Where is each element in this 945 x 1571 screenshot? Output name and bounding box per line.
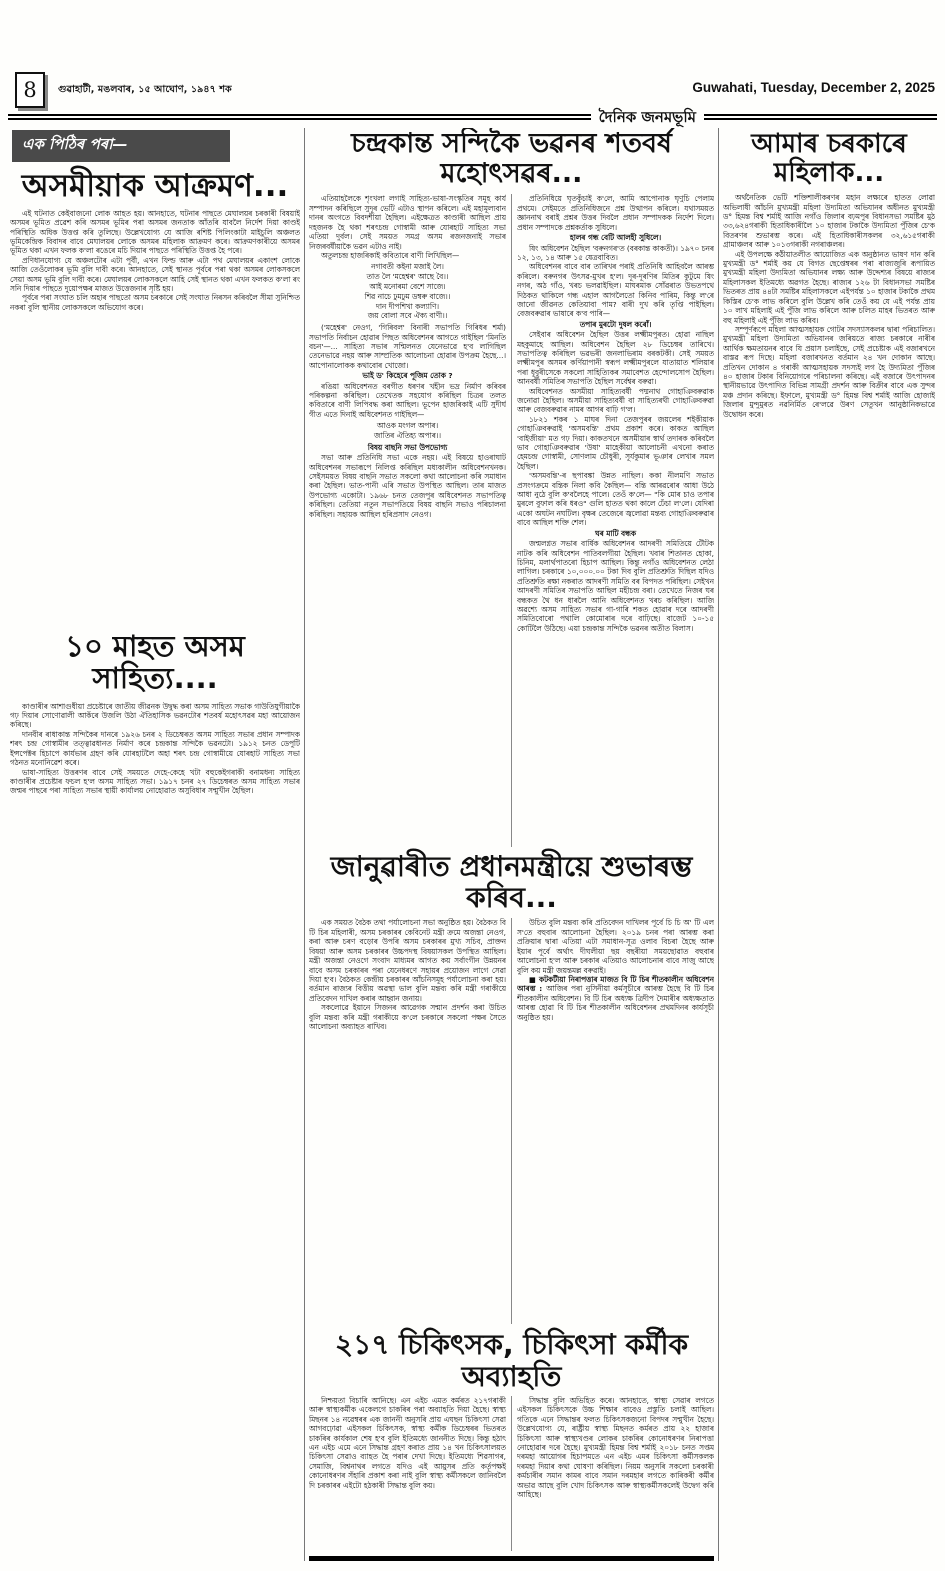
paragraph: প্ৰণিধানযোগ্য যে অঞ্চলটোৰ এটা পূৰ্বী, এখন ফিল্ড আৰু এটা পথ মেঘালয়ৰ একাংশ লোকে আজি তেওঁলোকৰ ভূমি বুলি দাবী কৰে। আনহাতে, সেই স্থানত পূৰ্বৰে পৰা থকা অসমৰ লোকসকলে সেয়া অসম ভূমি বুলি দাবী কৰে। মেঘালয়ৰ লোকসকলে আহি সেই স্থানত থকা এখন ফলকত ক'লা ৰং সনি দিয়াৰ পাছতে দুয়োপক্ষৰ মাজত উত্তেজনাৰ সৃষ্টি হয়। [10, 255, 300, 293]
article-body-asam-sahitya [10, 702, 300, 1561]
date-assamese: গুৱাহাটী, মঙলবাৰ, ১৫ আঘোণ, ১৯৪৭ শক [58, 84, 232, 95]
subheadline: বিষয় বাছনি সভা উপভোগ্য [367, 442, 448, 452]
kicker-from-page-one: এক পিঠিৰ পৰা— [12, 130, 230, 162]
center-column [309, 128, 714, 1561]
paragraph: অৰ্থনৈতিক ভেটি শক্তিশালীকৰণৰ মহান লক্ষ্যৰে হাতত লোৱা অভিলাষী আঁচনি মুখ্যমন্ত্ৰী মহিলা উদ্যমিতা অভিযানৰ অধীনত মুখ্যমন্ত্ৰী ড° হিমন্ত বিশ্ব শৰ্মাই আজি নগাঁও জিলাৰ বঢ়মপুৰ বিধানসভা সমষ্টিৰ মুঠ ৩৩,৬২৪গৰাকী হিতাধিকাৰীলৈ ১০ হাজাৰ টকাকৈ উদ্যমিতা পুঁজিৰ চে'ক বিতৰণৰ শুভাৰম্ভ কৰে। এই হিতাধিকাৰীসকলৰ ৩২,৬১৫গৰাকী গ্ৰামাঞ্চলৰ আৰু ১০১৩গৰাকী নগৰাঞ্চলৰ। [723, 193, 935, 250]
headline-our-government-women: আমাৰ চৰকাৰে মহিলাক... [751, 129, 907, 189]
paragraph: নিশ্চয়তা বিচাৰি আনিছে। এন এইচ এমত কৰ্মৰত ২১৭গৰাকী আৰু স্বাস্থ্যকৰ্মীক একেলগে চাকৰিৰ পৰা অব্যাহতি দিয়া হৈছে। স্বাস্থ্য মিছনৰ ১৪ নৱেম্বৰৰ এক জাননী অনুসৰি প্ৰায় এঘছন চিকিৎসা সেৱা আগবঢ়োৱা এইসকল চিকিৎসক, স্বাস্থ্য কৰ্মীক ডিচেম্বৰৰ ভিতৰত চাকৰিৰ কাৰ্যকাল শেষ হ'ব বুলি ইতিমধ্যে জাননীত দিছে। কিন্তু হঠাৎ এন এইচ এমে এনে সিদ্ধান্ত গ্ৰহণ কৰাত প্ৰায় ১৪ খন চিকিৎসালয়ত চিকিৎসা সেৱাও ব্যাহত হৈ পৰাৰ দেখা দিছে। ইতিমধ্যে শিৱসাগৰ, সেমাজি, বিশ্বনাথৰ লগতে যদিও এই আয়ুসৰ প্ৰতি কৰ্তৃপক্ষই কোনোধৰণৰ সঁহাৰি প্ৰকাশ কৰা নাই বুলি স্বাস্থ্য কৰ্মীসকলে জানিবলৈ দি চৰকাৰৰ এইটো হঠকাৰী সিদ্ধান্ত বুলি কয়। [309, 1395, 506, 1490]
doctors-col2 [517, 1396, 714, 1551]
paragraph: ■ কটকটীয়া নিৰাপত্তাৰ মাজত বি টি চিৰ শীতকালীন অধিবেশন আৰম্ভ : আজিৰ পৰা নুসিনীয়া কৰ্মসূচীৰে আৰম্ভ হৈছে বি টি চিৰ শীতকালীন অধিবেশন। বি টি চিৰ অধ্যক্ষ ত্ৰিদীপ দৈমাৰীৰ অধ্যক্ষতাত আৰম্ভ হোৱা বি টি চিৰ শীতকালীন অধিবেশনৰ প্ৰথমদিনৰ কাৰ্যসূচী অনুষ্ঠিত হয়। [517, 974, 714, 1022]
paragraph: উচিত বুলি মন্তব্য কৰি প্ৰতিবেদন দাখিলৰ পূৰ্বে চি চি অ' টি এল স'তে বহুবাৰ আলোচনা হৈছিল। ২০১৯ চনৰ পৰা আৰম্ভ কৰা প্ৰক্ৰিয়াৰ দ্বাৰা এতিয়া এটা সমাধান-সূত্ৰ ওলাব বিচৰা হৈছে আৰু ইয়াৰ পূৰ্বে অৰ্থাৎ দীঘলীয়া ছয় বছৰীয়া সময়ছোৱাত বহুবাৰ আলোচনা হ'ল আৰু চৰকাৰ এতিয়াও আলোচনাৰ বাবে সাজু আছে বুলি কয় মন্ত্ৰী জয়ন্তমল্ল বৰুৱাই। [517, 918, 714, 975]
paragraph: প্ৰতিনিধিয়ে ঘৃতকুঁচাই ক'লে, আমি আপোনাক ঘৃণুচি পেলাম প্ৰথমে। সেইমতে প্ৰতিনিধিজনে প্ৰশ্ন উত্থাপন কৰিলে। যথাসময়ত জ্ঞাননাথ বৰাই প্ৰশ্নৰ উত্তৰ দিবলৈ প্ৰধান সম্পাদকক নিৰ্দেশ দিলে। প্ৰধান সম্পাদকে প্ৰশ্নকৰ্তাক সুধিলে। [517, 194, 714, 232]
paragraph: এই উপলক্ষে কঠীয়াতলীত আয়োজিত এক অনুষ্ঠানত ভাষণ দান কৰি মুখ্যমন্ত্ৰী ড° শৰ্মাই কয় যে বিগত ছেপ্তেম্বৰৰ পৰা ৰাজ্যজুৰি ৰূপায়িত মুখ্যমন্ত্ৰী মহিলা উদ্যমিতা অভিযানৰ লক্ষ্য আৰু উদ্দেশ্যৰ বিষয়ে ৰাজ্যৰ মহিলাসকল ইতিমধ্যে অৱগত হৈছে। ৰাজ্যৰ ১২৬ টা বিধানসভা সমষ্টিৰ ভিতৰত প্ৰায় ৪৪টা সমষ্টিৰ মহিলাসকলে এইপৰ্যন্ত ১০ হাজাৰ টকাকৈ প্ৰথম কিস্তিৰ চে'ক লাভ কৰিলে বুলি উল্লেখ কৰি তেওঁ কয় যে এই পৰ্যন্ত প্ৰায় ১০ লাখ মহিলাই এই পুঁজি লাভ কৰিলে আৰু চলিত মাহৰ ভিতৰত আৰু বহু মহিলাই এই পুঁজি লাভ কৰিব। [723, 249, 935, 325]
bottom-rule [309, 1556, 714, 1561]
paragraph: কাণ্ডাৰীৰ আশাগুধীয়া প্ৰচেষ্টাৰে জাতীয় জীৱনক উদ্বুদ্ধ কৰা অসম সাহিত্য সভাক গাউতিযুগীয়াকৈ গঢ় দিয়াৰ সোণোৱালী আকঁৰে উজলি উঠা ঐতিহাসিক ভৱনটোৰ শতবৰ্ষ মহোৎসৱৰ মহা আয়োজন কৰিছে। [10, 701, 300, 730]
headline-assamese-attacked: অসমীয়াক আক্ৰমণ... [21, 168, 289, 204]
paragraph: অধিবেশনৰ বাবে বাৰ তাৰিখৰ পৰাই প্ৰতিনিধি আহিবলৈ আৰম্ভ কৰিলে। বৰুনগৰ উৎসৱ-মুখৰ হ'ল। দূৰ-দূৰণিৰ মিতিৰ কুটুমে ষিং নগৰ, অঠ গাঁও, খৰচ ভলৱাইছিল। মাঘৰমাক সোঁৱৰাত উভতপথে দিঠকত থাকিলে গন্ধ এহাল আগলৈতো কিনিব পাৰিম, কিন্তু ল'ৰে জানো জীৱনত কেতিয়াবা পাম? বাৰী দুখ কৰি তৃপ্তি পাইছিল। বেজবৰুৱাৰ ভাষাৰে ক'ব পাৰি— [517, 262, 714, 319]
chandrakanta-col1 [309, 194, 506, 846]
paragraph: ষিং অধিবেশন হৈছিল 'বৰুনগৰ'ত (বৰকান্ত কাকতী)। ১৯৭০ চনৰ ১২, ১৩, ১৪ আৰু ১৫ ষেত্ৰবাবিত। [517, 243, 714, 262]
paragraph: ('মহেশ্বৰ' নেওগ, 'গিৰিবল' বিনাৰী সভাপতি গিৰিধৰ শৰ্মা) সভাপতি নিৰ্বাচন হোৱাৰ পিছত অধিবেশনৰ আগতে গাইছিল 'মিনতি বচন'—... সাহিত্য সভাৰ সন্মিলনত যেনেভাৱে হ'ব লাগিছিল তেনেভাৱে নহয় আৰু সাম্প্ৰতিক আলোচনা হোৱাৰ উপক্ৰম হৈছে...। আপোনালোকক কথাবোৰ খোজো। [309, 323, 506, 370]
paragraph: ৰঙিয়া অধিবেশনত বৰগীত ধৰণৰ খহীন ভদ্ৰ নিৰ্মাণ কৰিবৰ পৰিকল্পনা কৰিছিল। তেখেতক সহযোগ কৰিছিল চিত্ৰৰ তলত কবিতাৰে বাণী লিপিবদ্ধ কৰা আছিল। ভূপেন হাজৰিকাই এটি সুদীৰ্ঘ গীত এতে দিনাই অধিবেশনত গাইছিল— [309, 381, 506, 419]
column-divider-right [718, 128, 719, 1561]
left-column [10, 128, 300, 1561]
headline-january-pm-inauguration: জানুৱাৰীত প্ৰধানমন্ত্ৰীয়ে শুভাৰম্ভ কৰিব... [330, 849, 693, 915]
paragraph: সভা আৰু প্ৰতিনিধি সভা একে নহয়। এই বিষয়ে হাওৰাঘাট অধিবেশনৰ সভাৰূপে নিলিপ্ত কৰিছিল মধ্যকালীন অধিবেশনখনক। সেইসময়ত বিষয় বাছনি সভাত সকলো কথা আলোচনা কৰি সমাধান কৰা হৈছিল। ভাত-পানী এৰি সভাত উপস্থিত আছিল। তাৰ মাজত উপভোগ্য একোটা। ১৯৬৮ চনত তেজপুৰ অধিবেশনত সভাপতিত্ব কৰিছিল। তেতিয়া নতুন সভাপতিয়ে বিষয় বাছনি সভাও পৰিচালনা কৰিছিল। সহায়ক আছিল হৰিপ্ৰসাদ নেওগ। [309, 453, 506, 519]
subheadline: তপাৰ মুৰটো দুষল কৰোঁ। [579, 319, 652, 329]
paragraph: এক সময়ত বৈঠক তথা পৰ্যালোচনা সভা অনুষ্ঠিত হয়। বৈঠকত বি টি চিৰ মহিলাৰী, অসম চৰকাৰৰ কেবিনেট মন্ত্ৰী ক্ৰমে অজন্তা নেওগ, কৰা আৰু চৰণ বড়োৰ উপৰি অসম চৰকাৰৰ মুখ্য সচিব, প্ৰাক্তন বিষয়া আৰু অসম চৰকাৰৰ উচ্চপদস্থ বিষয়াসকল উপস্থিত আছিল। মন্ত্ৰী অজন্তা নেওগে সংবাদ মাধ্যমৰ আগত কয় সৰ্বাংগীন উন্নয়নৰ বাবে অসম চৰকাৰৰ পৰা যেনেধৰণে সহায়ৰ প্ৰয়োজন লাগে সেৱা দিয়া হ'ব। বৈঠকত কেন্দ্ৰীয় চৰকাৰৰ আঁচনিসমূহ পৰ্যালোচনা কৰা হয়। বৰ্তমান ৰাজ্যৰ বিত্তীয় অৱস্থা ভাল বুলি মন্তব্য কৰি মন্ত্ৰী গৰাকীয়ে প্ৰতিবেদন দাখিল কৰাৰ আহ্বান জনায়। [309, 918, 506, 1003]
paragraph: এতিয়াহলৈকে শৃংখলা লগাই সাহিত্য-ভাষা-সংস্কৃতিৰ সমূহ কাৰ্য সম্পাদন কৰিছিলে সুদূৰ ভেটি এটাও স্থাপন কৰিলে। এই মহামূল্যবান দানৰ অংগতে বিবদশীয়া হৈছিল। এইক্ষেত্ৰত কাণ্ডাৰী আছিল প্ৰায় দহজনক হৈ থকা শৰৎচন্দ্ৰ গোস্বামী আৰু যোৰহাট সাহিত্য সভা এতিয়া দুৰ্বল। সেই সময়ত সমগ্ৰ অসম ৰজনজনাই সভাৰ নিজৰবৰ্ষীয়াকৈ ভৱন এটাও নাই। [309, 194, 506, 251]
page-header [10, 70, 935, 112]
paragraph: এই ঘটনাত কেইবাজনো লোক আহত হয়। আনহাতে, ঘটনাৰ পাছতে মেঘালয়ৰ চৰকাৰী বিষয়াই অসমৰ ভূমিত প্ৰৱেশ কৰি অসমৰ ভূমিৰ পৰা অসমৰ জনতাক আঁতৰি যাবলৈ নিৰ্দেশ দিয়া কাণ্ডই পৰিস্থিতি অধিক উত্তপ্ত কৰি তুলিছে। উল্লেখযোগ্য যে আজি ৰশিষ্ট পিলিংকাটা মাইচুলি অঞ্চলত ভূমিকেন্দ্ৰিক বিবাদৰ বাবে মেঘালয়ৰ লোকে অসমৰ মহিলাক আক্ৰমণ কৰে। আক্ৰমণকাৰীয়ে অসমৰ ভূমিত থকা এখন ফলক ক'লা ৰঙেৰে মচি দিয়াৰ পাছতে পৰিস্থিতি উত্তপ্ত হৈ পৰে। [10, 208, 300, 256]
paragraph: সিদ্ধান্ত বুলি অভিহিত কৰে। আনহাতে, স্বাস্থ্য সেৱাৰ লগতে এইসকল চিকিৎসকে উচ্চ শিক্ষাৰ বাবেও প্ৰস্তুতি চলাই আছিল। গতিকে এনে সিদ্ধান্তৰ ফলত চিকিৎসকজনো বিপদৰ সন্মুখীন হৈছে। উল্লেখযোগ্য যে, ৰাষ্ট্ৰীয় স্বাস্থ্য মিছনত কৰ্মৰত প্ৰায় ২২ হাজাৰ চিকিৎসা আৰু স্বাস্থ্যখণ্ডৰ লোকৰ চাকৰিৰ কোনোধৰণৰ নিৰাপত্তা নোহোৱাৰ দৰে হৈছে। মুখ্যমন্ত্ৰী হিমন্ত বিশ্ব শৰ্মাই ২০১৮ চনত সপ্তম দৰমহা আয়োগৰ হিচাপমতে এন এইচ এমৰ চিকিৎসা কৰ্মীসকলক দৰমহা দিয়াৰ কথা ঘোষণা কৰিছিল। নিয়ম অনুসৰি সকলো চৰকাৰী কৰ্মচাৰীৰ সমান কামৰ বাবে সমান দৰমহাৰ লগতে কাৰিকৰী কৰ্মীৰ অভাৱ আছে বুলি খোদ চিকিৎসক আৰু স্বাস্থ্যকৰ্মীসকলেই উদ্বেগ কৰি আহিছে। [517, 1395, 714, 1499]
article-body-women-scheme [723, 193, 935, 1561]
paragraph: 'অসমবন্তি'-ৰ ছপাবঙ্কা উন্নত নাছিল। ককা নীলমণি সভাত প্ৰসংগক্ৰমে বন্তিক নিলা কবি কৈছিল— বন্তি আৰৱৰোৰ আধা উঠে আধা নুঠে বুলি ক'বলৈহে পালে। তেওঁ ক'লে— "কি মোৰ চাও তপাৰ মুৰলে বুফাল কৰি ধৰও" গুলি হাতত থকা কালে ঢেঁচা ল'লে। যেদিৰা একো অঘটন নঘটিল। বৃক্ষৰ তেজেৰে জ্বলোৱা মন্তব্য গোহাঞিবৰুৱাৰ বাবে আছিল শক্তি শেল। [517, 471, 714, 528]
date-english: Guwahati, Tuesday, December 2, 2025 [692, 80, 935, 95]
paragraph: সকলোৱে ইয়ানে সিজনৰ আৱেগক সন্মান প্ৰদৰ্শন কৰা উচিত বুলি মন্তব্য কৰি মন্ত্ৰী গৰাকীয়ে ক'লে চৰকাৰে সকলো পক্ষৰ সৈতে আলোচনা অব্যাহত ৰাখিব। [309, 1003, 506, 1031]
subcolumn-divider-c [511, 1396, 512, 1551]
january-col1 [309, 918, 506, 1324]
column-divider-left [304, 128, 305, 1561]
article-body-assamese-attacked [10, 209, 300, 621]
paragraph: দানবীৰ ৰাধাকান্ত সন্দিকৈৰ দানৰে ১৯২৬ চনৰ ২ ডিচেম্বৰত অসম সাহিত্য সভাৰ প্ৰধান সম্পাদক শৰৎ চন্দ্ৰ গোস্বামীৰ তত্ত্বাৱধানত নিৰ্মাণ কৰে চন্দ্ৰকান্ত সন্দিকৈ ভৱনটো। ১৯১২ চনত ডেপুটি ইন্সপেক্টৰ হিচাপে কাৰ্যভাৰ গ্ৰহণ কৰি যোৰহাটলৈ অহা শৰৎ চন্দ্ৰ গোস্বামীয়ে যোৰহাট সাহিত্য সভা গঠনত মনোনিৱেশ কৰে। [10, 729, 300, 768]
subheadline: ঘৰ মাটি বন্ধক [595, 528, 636, 538]
subheadline: ভাই ড' কিহেৰে পূজিম তোক ? [362, 371, 453, 381]
paragraph: অধিবেশনত অসমীয়া সাহিত্যবৰ্ষী পদ্মনাথ গোহাঞিবৰুৱাক জনোৱা হৈছিল। অসমীয়া সাহিত্যবৰ্ষী বা সাহিত্যৰথী গোহাঞিবৰুৱা আৰু বেজবৰুৱাৰ নামৰ আগৰ বাঢ়ি গ'ল। [517, 386, 714, 415]
subcolumn-divider-b [511, 918, 512, 1324]
page-number-box [15, 72, 45, 108]
page-number: 8 [23, 78, 37, 102]
verse-block: নগাবতী কইনা মজাই লৈ। তাত লৈ 'মহেশ্বৰ' আছে বৈ।। আই মনোৰমা বেশে সাজে। শিৱ নাচে ঢুমঢুম ডম্বৰু বাজে।। দান দীপশিখা কল্যাণি। জয় বোলা সবে ঐক্য বাণী।। [364, 262, 451, 321]
paragraph: পূৰ্বৰে পৰা সংঘাত চলি অহাৰ পাছতো অসম চৰকাৰে সেই সংঘাত নিৰসন কৰিবলৈ সীমা সুনিশ্চিত নকৰা বুলি স্থানীয় লোকসকলে অভিযোগ কৰে। [10, 293, 300, 312]
masthead-rule [8, 108, 937, 126]
masthead-title: দৈনিক জনমভূমি [591, 106, 704, 131]
subcolumn-divider-a [511, 194, 512, 846]
article-chandrakanta-columns [309, 194, 714, 846]
paragraph: ১৮২১ শকৰ ১ মাঘৰ দিনা তেজপুৰৰ জয়লেৰ শইকীয়াক গোহাঞিবৰুৱাই 'অসমবন্তি' প্ৰথম প্ৰকাশ কৰে। কাকত আছিল 'বাইজীয়া' মত গঢ় দিয়া। কাকতখনে অসমীয়াৰ স্বাৰ্থ তদাৰক কৰিবলৈ ভাব গোহাঞিবৰুৱাৰ 'উষা' মাহেকীয়া আলোচনী এখনো কৰাত হেমচন্দ্ৰ গোস্বামী, সোণলাম চৌধুৰী, সূৰ্যকুমাৰ ভূঞাৰ লেখাৰ সমল হৈছিল। [517, 414, 714, 471]
article-january-columns [309, 918, 714, 1324]
right-column [723, 128, 935, 1561]
page-content [10, 128, 935, 1561]
january-col2 [517, 918, 714, 1324]
article-doctors-columns [309, 1396, 714, 1551]
paragraph: জন্মলগ্নত সভাৰ বাৰ্ষিক অধিবেশনৰ আদৰণী সমিতিয়ে টৌটক নাটক কৰি অধিবেশন পাতিবলগীয়া হৈছিল। খবাৰ শিতানত হোকা, চিনিম, মলাৰ্থপাতৰো হিচাপ আছিল। কিন্তু নগাঁও অধিবেশনত লেঠা লাগিল। চৰকাৰে ১০,০০০.০০ টকা দিব বুলি প্ৰতিশ্ৰুতি দিছিল যদিও প্ৰতিশ্ৰুতি ৰক্ষা নকৰাত আদৰণী সমিতি বৰ বিপদত পৰিছিল। সেইখন আদৰণী সমিতিৰ সভাপতি আছিল মহীচন্দ্ৰ বৰা। তেখেতে নিজৰ ঘৰ বন্ধকত থৈ ধন ধাৰলৈ আনি অধিবেশনত খৰচ কৰিছিল। আজি অৱশ্যে অসম সাহিত্য সভাৰ গা-গাৰি শকত হোৱাৰ দৰে আদৰণী সমিতিবোৰো পথালি কোমোৰাৰ দৰে বাঢ়িছে। বাজেট ১০-১৫ কোটিলৈ উঠিছে। এয়া চন্দ্ৰকান্ত সন্দিকৈ ভৱনৰ অতীত বিলাস। [517, 539, 714, 633]
headline-chandrakanta-sandikoi-bhavan: চন্দ্ৰকান্ত সন্দিকৈ ভৱনৰ শতবৰ্ষ মহোৎসৱৰ... [351, 128, 672, 190]
paragraph: সম্পূৰ্ণৰূপে মহিলা আত্মসহায়ক গোটৰ সদস্যাসকলৰ দ্বাৰা পৰিচালিত। মুখ্যমন্ত্ৰী মহিলা উদ্যমিতা অভিযানৰ জৰিয়তে ৰাজ্য চৰকাৰে নাৰীৰ আৰ্থিক ক্ষমতায়নৰ বাবে যি প্ৰয়াস চলাইছে, সেই প্ৰচেষ্টাক এই বজাৰখনে বাস্তৱ ৰূপ দিছে। মহিলা বজাৰখনত বৰ্তমান ২৪ খন দোকান আছে। প্ৰতিখন দোকান ৪ গৰাকী আত্মসহায়ক সদস্যই লগ হৈ উদ্যমিতা পুঁজিৰ ৪০ হাজাৰ টকাৰ বিনিয়োগৰে পৰিচালনা কৰিছে। এই বজাৰে উৎপাদনৰ স্থানীয়ভাৱে উৎপাদিত বিভিন্ন সামগ্ৰী প্ৰদৰ্শন আৰু বিক্ৰীৰ বাবে এক সুন্দৰ মঞ্চ প্ৰদান কৰিছে। ইফালে, মুখ্যমন্ত্ৰী ড° হিমন্ত বিশ্ব শৰ্মাই আজি হোজাই জিলাৰ মুন্দুমুৰত নৱনিৰ্মিত ৰে'লৱে উৰণ সেতুখন আনুষ্ঠানিকভাৱে উদ্বোধন কৰে। [723, 324, 935, 419]
paragraph: ভাষা-সাহিত্য উত্তৰণৰ বাবে সেই সময়তে দেহে-কেহে খটা বহুকেইগৰাকী বনামধন্য সাহিত্য কাণ্ডাৰীৰ প্ৰচেষ্টাৰ ফচল হ'ল অসম সাহিত্য সভা। ১৯১৭ চনৰ ২৭ ডিচেম্বৰত অসম সাহিত্য সভাৰ জন্মৰ পাছৰে পৰা সাহিত্য সভাৰ স্থায়ী কাৰ্যালয় নোহোৱাত অসুবিধাৰ সন্মুখীন হৈছিল। [10, 767, 300, 796]
headline-10-months-asam-sahitya: ১০ মাহত অসম সাহিত্য.... [65, 628, 245, 696]
chandrakanta-col2 [517, 194, 714, 846]
subheadline: হালৰ গন্ধ বেটি আলহী সুধিলে। [569, 233, 662, 243]
paragraph: অতুলচন্দ্ৰ হাজৰিকাই কবিতাৰে বাণী লিখিছিল— [321, 250, 460, 260]
paragraph: সেইবাৰ অধিবেশন হৈছিল উত্তৰ লক্ষ্মীমপুৰত। হোৱা নাছিল মহকুমাহে আছিল। অধিবেশন হৈছিল ২৮ ডিচেম্বৰ তাৰিখে। সভাপতিত্ব কৰিছিল ভৱভৰী জনলাভিৰাম বৰকটকী। সেই সময়ত লক্ষ্মীমপুৰ অসমৰ কৰ্ণিয়াপানী স্বৰূপ লক্ষ্মীমপুৰলে যাতায়াত শলিয়াৰ পৰা ধূবুৰীসেকে সকলো সাহিত্যিকৰ সমাবেশত হেন্দোলসোপ হৈছিল। আনবৰ্ষী সমিতিৰ সভাপতি হৈছিল সৰ্বেশ্বৰ বৰুৱা। [517, 330, 714, 387]
verse-block: আওক মংগল অপাৰ। জাতিৰ ঐতিহ্য অপাৰ।। [373, 421, 442, 440]
headline-217-doctors-discharged: ২১৭ চিকিৎসক, চিকিৎসা কৰ্মীক অব্যাহতি [334, 1328, 689, 1393]
doctors-col1 [309, 1396, 506, 1551]
